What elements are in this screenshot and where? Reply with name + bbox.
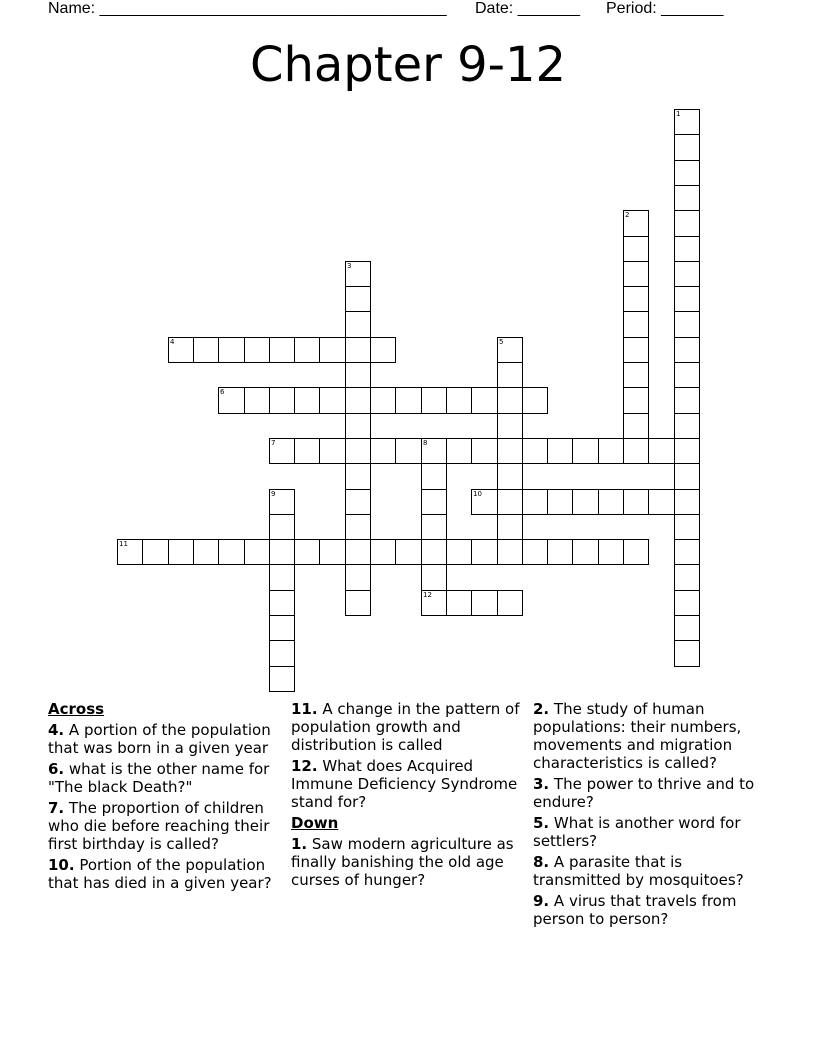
date-field[interactable]: Date: _______ (475, 0, 580, 17)
crossword-cell[interactable] (674, 514, 700, 540)
crossword-cell[interactable] (623, 539, 649, 565)
clue-number-label: 1 (676, 110, 681, 118)
crossword-cell[interactable] (674, 564, 700, 591)
crossword-cell[interactable] (572, 539, 599, 565)
clue-text: The proportion of children who die before reaching their first birthday is called? (48, 799, 270, 853)
crossword-cell[interactable] (193, 337, 219, 363)
crossword-cell[interactable] (471, 489, 498, 515)
clue-number-label: 6 (220, 388, 225, 396)
crossword-cell[interactable] (471, 539, 498, 565)
crossword-cell[interactable] (294, 387, 320, 414)
crossword-cell[interactable] (497, 539, 523, 565)
crossword-cell[interactable] (345, 489, 371, 515)
crossword-cell[interactable] (497, 463, 523, 490)
clue-number-label: 5 (499, 338, 504, 346)
clue-number-label: 2 (625, 211, 630, 219)
crossword-cell[interactable] (244, 337, 270, 363)
clue-text: Saw modern agriculture as finally banishing the old age curses of hunger? (291, 835, 514, 889)
clue-number: 11. (291, 700, 318, 718)
crossword-cell[interactable] (168, 337, 194, 363)
crossword-cell[interactable] (421, 539, 447, 565)
crossword-cell[interactable] (623, 286, 649, 312)
crossword-cell[interactable] (522, 489, 548, 515)
crossword-cell[interactable] (674, 185, 700, 211)
clue-number: 1. (291, 835, 308, 853)
crossword-cell[interactable] (168, 539, 194, 565)
crossword-cell[interactable] (522, 387, 548, 414)
crossword-cell[interactable] (319, 387, 346, 414)
clue-number: 2. (533, 700, 550, 718)
crossword-cell[interactable] (623, 362, 649, 388)
across-heading: Across (48, 700, 105, 718)
crossword-cell[interactable] (395, 438, 422, 464)
crossword-cell[interactable] (421, 387, 447, 414)
clue-number-label: 7 (271, 439, 276, 447)
crossword-cell[interactable] (345, 362, 371, 388)
crossword-cell[interactable] (345, 514, 371, 540)
crossword-cell[interactable] (421, 590, 447, 616)
crossword-cell[interactable] (623, 387, 649, 414)
crossword-cell[interactable] (497, 590, 523, 616)
crossword-cell[interactable] (497, 438, 523, 464)
crossword-cell[interactable] (623, 337, 649, 363)
clue-column-3 (533, 700, 773, 931)
crossword-cell[interactable] (674, 387, 700, 414)
crossword-cell[interactable] (269, 489, 295, 515)
crossword-cell[interactable] (142, 539, 169, 565)
clue-text: A parasite that is transmitted by mosquitoes? (533, 853, 744, 889)
clue-number: 3. (533, 775, 550, 793)
clue-number: 10. (48, 856, 75, 874)
crossword-cell[interactable] (547, 539, 573, 565)
crossword-cell[interactable] (674, 590, 700, 616)
clue-across-10 (48, 856, 280, 892)
crossword-cell[interactable] (421, 438, 447, 464)
crossword-cell[interactable] (674, 337, 700, 363)
crossword-cell[interactable] (218, 387, 245, 414)
crossword-cell[interactable] (269, 438, 295, 464)
clue-number: 4. (48, 721, 65, 739)
crossword-cell[interactable] (497, 387, 523, 414)
crossword-cell[interactable] (370, 438, 396, 464)
clue-text: What is another word for settlers? (533, 814, 741, 850)
crossword-cell[interactable] (269, 640, 295, 667)
crossword-cell[interactable] (674, 489, 700, 515)
crossword-cell[interactable] (269, 564, 295, 591)
crossword-cell[interactable] (269, 666, 295, 692)
crossword-cell[interactable] (345, 311, 371, 338)
crossword-cell[interactable] (269, 337, 295, 363)
clue-number-label: 10 (473, 490, 482, 498)
crossword-cell[interactable] (345, 286, 371, 312)
crossword-cell[interactable] (572, 438, 599, 464)
crossword-cell[interactable] (674, 109, 700, 135)
clue-down-3 (533, 775, 773, 811)
crossword-cell[interactable] (345, 337, 371, 363)
crossword-cell[interactable] (395, 539, 422, 565)
clue-text: what is the other name for "The black Death?" (48, 760, 270, 796)
crossword-cell[interactable] (294, 438, 320, 464)
clue-number-label: 4 (170, 338, 175, 346)
clue-text: A change in the pattern of population growth and distribution is called (291, 700, 520, 754)
crossword-cell[interactable] (421, 463, 447, 490)
clue-down-2 (533, 700, 773, 772)
clue-across-7 (48, 799, 280, 853)
crossword-cell[interactable] (674, 160, 700, 186)
crossword-cell[interactable] (269, 514, 295, 540)
clue-column-1 (48, 700, 280, 895)
crossword-cell[interactable] (421, 514, 447, 540)
crossword-cell[interactable] (674, 311, 700, 338)
crossword-cell[interactable] (421, 489, 447, 515)
crossword-cell[interactable] (648, 489, 675, 515)
crossword-cell[interactable] (117, 539, 143, 565)
crossword-cell[interactable] (522, 438, 548, 464)
crossword-cell[interactable] (471, 438, 498, 464)
crossword-cell[interactable] (269, 539, 295, 565)
crossword-cell[interactable] (674, 362, 700, 388)
clue-text: Portion of the population that has died in a given year? (48, 856, 272, 892)
crossword-cell[interactable] (547, 489, 573, 515)
crossword-cell[interactable] (522, 539, 548, 565)
clue-text: A virus that travels from person to person? (533, 892, 737, 928)
crossword-cell[interactable] (497, 514, 523, 540)
name-field[interactable]: Name: _______________________________________ (48, 0, 447, 17)
clue-text: The study of human populations: their numbers, movements and migration characteristics is called? (533, 700, 742, 772)
crossword-cell[interactable] (345, 413, 371, 439)
clue-across-6 (48, 760, 280, 796)
crossword-cell[interactable] (345, 539, 371, 565)
crossword-cell[interactable] (674, 615, 700, 641)
crossword-cell[interactable] (648, 438, 675, 464)
crossword-cell[interactable] (244, 539, 270, 565)
crossword-cell[interactable] (218, 539, 245, 565)
clue-number: 12. (291, 757, 318, 775)
clue-across-12 (291, 757, 527, 811)
crossword-cell[interactable] (345, 438, 371, 464)
clue-number-label: 3 (347, 262, 352, 270)
crossword-cell[interactable] (345, 590, 371, 616)
clue-text: A portion of the population that was born in a given year (48, 721, 271, 757)
crossword-cell[interactable] (471, 387, 498, 414)
crossword-cell[interactable] (674, 413, 700, 439)
crossword-cell[interactable] (674, 463, 700, 490)
crossword-cell[interactable] (674, 236, 700, 262)
crossword-cell[interactable] (497, 489, 523, 515)
crossword-cell[interactable] (319, 438, 346, 464)
crossword-cell[interactable] (598, 539, 624, 565)
clue-number: 6. (48, 760, 65, 778)
crossword-cell[interactable] (319, 539, 346, 565)
crossword-cell[interactable] (319, 337, 346, 363)
crossword-cell[interactable] (547, 438, 573, 464)
crossword-cell[interactable] (623, 210, 649, 237)
crossword-cell[interactable] (674, 134, 700, 161)
clue-down-9 (533, 892, 773, 928)
crossword-cell[interactable] (446, 539, 472, 565)
clue-number-label: 9 (271, 490, 276, 498)
crossword-cell[interactable] (421, 564, 447, 591)
crossword-cell[interactable] (370, 387, 396, 414)
crossword-cell[interactable] (623, 236, 649, 262)
crossword-cell[interactable] (674, 210, 700, 237)
clue-down-5 (533, 814, 773, 850)
clue-number-label: 11 (119, 540, 128, 548)
crossword-cell[interactable] (193, 539, 219, 565)
crossword-cell[interactable] (598, 489, 624, 515)
crossword-cell[interactable] (598, 438, 624, 464)
crossword-cell[interactable] (623, 261, 649, 287)
clue-number-label: 12 (423, 591, 432, 599)
crossword-cell[interactable] (294, 539, 320, 565)
crossword-cell[interactable] (294, 337, 320, 363)
clue-number: 5. (533, 814, 550, 832)
crossword-cell[interactable] (269, 387, 295, 414)
crossword-cell[interactable] (446, 590, 472, 616)
crossword-cell[interactable] (345, 387, 371, 414)
crossword-cell[interactable] (674, 640, 700, 667)
crossword-cell[interactable] (497, 337, 523, 363)
crossword-cell[interactable] (218, 337, 245, 363)
period-field[interactable]: Period: _______ (606, 0, 724, 17)
page-title: Chapter 9-12 (249, 37, 567, 93)
crossword-cell[interactable] (370, 337, 396, 363)
crossword-cell[interactable] (674, 286, 700, 312)
crossword-cell[interactable] (244, 387, 270, 414)
crossword-cell[interactable] (674, 261, 700, 287)
crossword-cell[interactable] (269, 615, 295, 641)
crossword-cell[interactable] (497, 362, 523, 388)
crossword-cell[interactable] (471, 590, 498, 616)
crossword-cell[interactable] (623, 311, 649, 338)
clue-down-8 (533, 853, 773, 889)
crossword-cell[interactable] (269, 590, 295, 616)
crossword-cell[interactable] (623, 413, 649, 439)
clue-text: What does Acquired Immune Deficiency Syndrome stand for? (291, 757, 518, 811)
clue-text: The power to thrive and to endure? (533, 775, 755, 811)
clue-number: 8. (533, 853, 550, 871)
clue-number: 9. (533, 892, 550, 910)
clue-number: 7. (48, 799, 65, 817)
crossword-cell[interactable] (446, 438, 472, 464)
clue-number-label: 8 (423, 439, 428, 447)
crossword-cell[interactable] (623, 489, 649, 515)
clue-across-11 (291, 700, 527, 754)
crossword-cell[interactable] (674, 438, 700, 464)
crossword-cell[interactable] (446, 387, 472, 414)
crossword-cell[interactable] (370, 539, 396, 565)
crossword-cell[interactable] (497, 413, 523, 439)
crossword-cell[interactable] (623, 438, 649, 464)
crossword-cell[interactable] (395, 387, 422, 414)
clue-across-4 (48, 721, 280, 757)
crossword-cell[interactable] (345, 463, 371, 490)
down-heading: Down (291, 814, 339, 832)
crossword-cell[interactable] (345, 261, 371, 287)
clue-down-1 (291, 835, 527, 889)
crossword-cell[interactable] (572, 489, 599, 515)
clue-column-2 (291, 700, 527, 892)
crossword-cell[interactable] (674, 539, 700, 565)
crossword-cell[interactable] (345, 564, 371, 591)
